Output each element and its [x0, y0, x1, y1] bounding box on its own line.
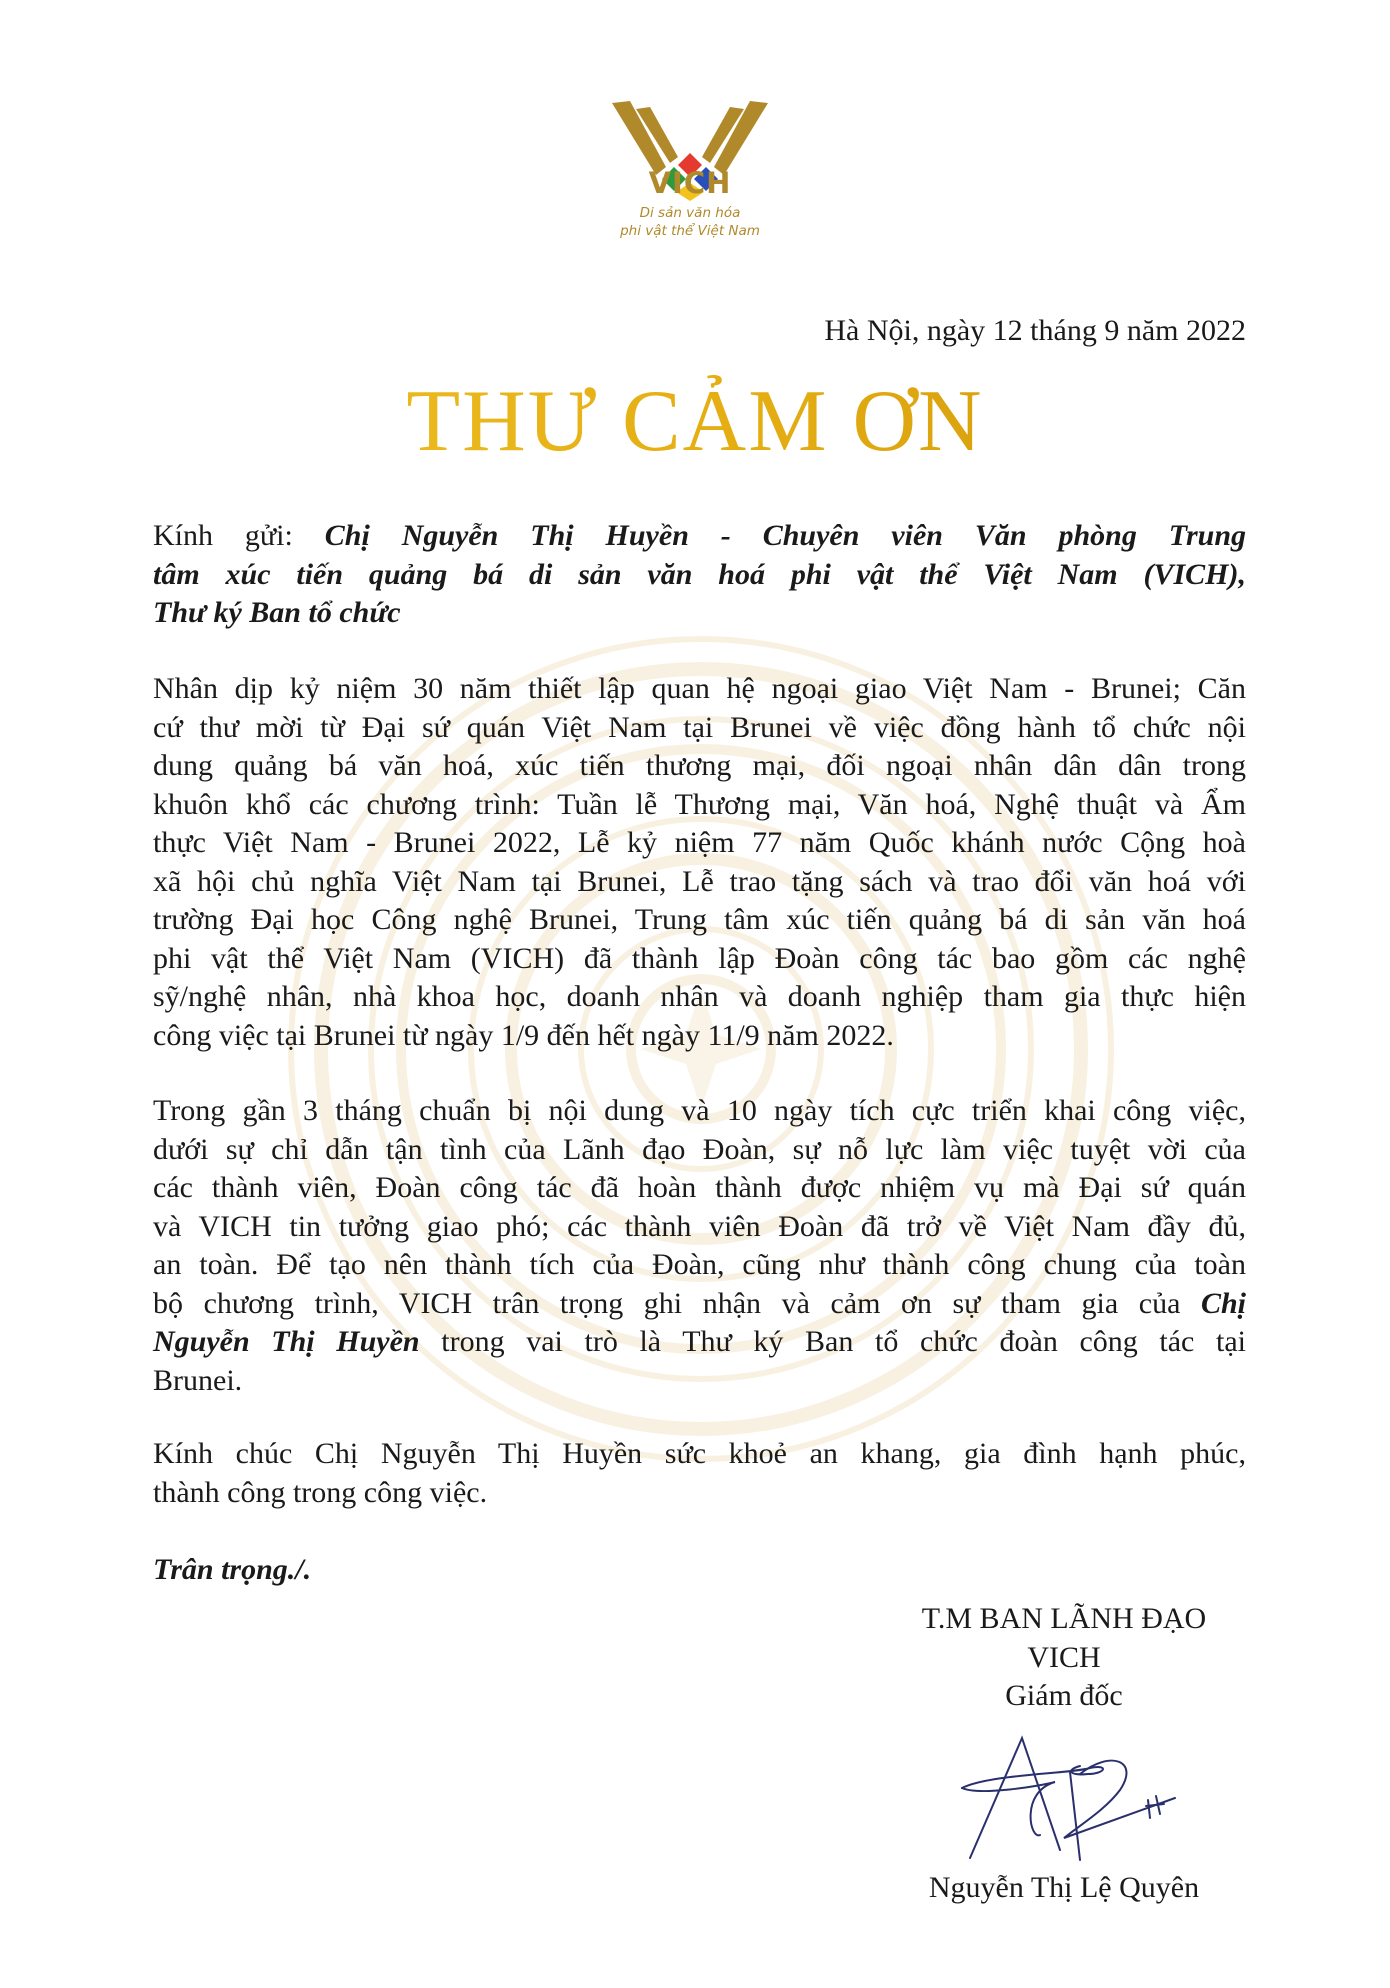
body-text: Kính chúc Chị Nguyễn Thị Huyền sức khoẻ an khang, gia đình hạnh phúc, — [153, 1437, 1246, 1470]
text-line — [153, 824, 1246, 863]
body-text: Brunei. — [153, 1363, 243, 1397]
body-text: an toàn. Để tạo nên thành tích của Đoàn, cũng như thành công chung của toàn — [153, 1248, 1246, 1281]
text-line — [153, 556, 1246, 595]
signatory-position: Giám đốc — [1005, 1679, 1123, 1712]
text-line — [153, 1285, 1246, 1324]
text-line — [153, 863, 1246, 902]
closing — [153, 1551, 1246, 1590]
text-line — [153, 670, 1246, 709]
text-line — [153, 901, 1246, 940]
paragraph-2 — [153, 1092, 1246, 1400]
body-text: sỹ/nghệ nhân, nhà khoa học, doanh nhân và doanh nghiệp tham gia thực hiện — [153, 980, 1246, 1013]
text-line — [153, 1435, 1246, 1474]
text-line — [153, 1017, 1246, 1056]
body-text: công việc tại Brunei từ ngày 1/9 đến hết ngày 11/9 năm 2022. — [153, 1018, 894, 1052]
body-text: dưới sự chỉ dẫn tận tình của Lãnh đạo Đoàn, sự nỗ lực làm việc tuyệt vời của — [153, 1132, 1246, 1166]
text-line — [153, 1246, 1246, 1285]
text-line — [153, 786, 1246, 825]
body-text: cứ thư mời từ Đại sứ quán Việt Nam tại Brunei về việc đồng hành tổ chức nội — [153, 710, 1246, 744]
body-text: trong vai trò là Thư ký Ban tổ chức đoàn công tác tại — [419, 1325, 1246, 1358]
body-text: xã hội chủ nghĩa Việt Nam tại Brunei, Lễ trao tặng sách và trao đổi văn hoá với — [153, 864, 1246, 898]
body-text: Trong gần 3 tháng chuẩn bị nội dung và 10 ngày tích cực triển khai công việc, — [153, 1094, 1246, 1127]
logo-name: VICH — [648, 166, 732, 200]
logo-subtitle-line: Di sản văn hóa — [639, 205, 741, 221]
text-line — [153, 709, 1246, 748]
signatory-org: VICH — [1027, 1640, 1101, 1674]
body-text: thành công trong công việc. — [153, 1475, 488, 1509]
emphasis-text: tâm xúc tiến quảng bá di sản văn hoá phi vật thể Việt Nam (VICH), — [153, 557, 1246, 591]
emphasis-text: Nguyễn Thị Huyền — [153, 1325, 420, 1358]
signatory-name: Nguyễn Thị Lệ Quyên — [928, 1871, 1200, 1904]
text-line — [153, 978, 1246, 1017]
letter-title: THƯ CẢM ƠN — [0, 372, 1390, 472]
text-line — [153, 1551, 1246, 1590]
logo-subtitle-line: phi vật thể Việt Nam — [620, 223, 760, 239]
emphasis-text: Chị Nguyễn Thị Huyền - Chuyên viên Văn phòng Trung — [324, 519, 1247, 552]
text-line — [153, 1323, 1246, 1362]
body-text: các thành viên, Đoàn công tác đã hoàn thành được nhiệm vụ mà Đại sứ quán — [153, 1171, 1246, 1204]
text-line — [153, 1131, 1246, 1170]
emphasis-text: Chị — [1200, 1286, 1246, 1320]
body-text: bộ chương trình, VICH trân trọng ghi nhận và cảm ơn sự tham gia của — [153, 1286, 1201, 1320]
signatory-on-behalf: T.M BAN LÃNH ĐẠO — [921, 1602, 1207, 1635]
signatory-block — [864, 1600, 1264, 1716]
body-text: Kính gửi: — [153, 519, 325, 552]
text-line — [153, 1474, 1246, 1513]
emphasis-text: Trân trọng./. — [153, 1553, 312, 1586]
text-line — [153, 747, 1246, 786]
text-line — [153, 1362, 1246, 1401]
body-text: và VICH tin tưởng giao phó; các thành viên Đoàn đã trở về Việt Nam đầy đủ, — [153, 1209, 1246, 1243]
emphasis-text: Thư ký Ban tổ chức — [153, 596, 401, 629]
body-text: khuôn khổ các chương trình: Tuần lễ Thương mại, Văn hoá, Nghệ thuật và Ẩm — [153, 787, 1246, 821]
body-text: dung quảng bá văn hoá, xúc tiến thương mại, đối ngoại nhân dân dân trong — [153, 749, 1246, 782]
body-text: phi vật thể Việt Nam (VICH) đã thành lập Đoàn công tác bao gồm các nghệ — [153, 941, 1246, 975]
handwritten-signature — [960, 1730, 1190, 1870]
salutation — [153, 517, 1246, 633]
body-text: trường Đại học Công nghệ Brunei, Trung tâm xúc tiến quảng bá di sản văn hoá — [153, 903, 1246, 936]
body-text: thực Việt Nam - Brunei 2022, Lễ kỷ niệm 77 năm Quốc khánh nước Cộng hoà — [153, 826, 1246, 859]
text-line — [153, 594, 1246, 633]
body-text: Nhân dịp kỷ niệm 30 năm thiết lập quan hệ ngoại giao Việt Nam - Brunei; Căn — [153, 672, 1246, 705]
text-line — [153, 1169, 1246, 1208]
paragraph-3 — [153, 1435, 1246, 1512]
text-line — [153, 1092, 1246, 1131]
paragraph-1 — [153, 670, 1246, 1055]
text-line — [153, 517, 1246, 556]
text-line — [153, 1208, 1246, 1247]
letter-date: Hà Nội, ngày 12 tháng 9 năm 2022 — [824, 314, 1246, 347]
logo-subtitle — [590, 204, 790, 240]
text-line — [153, 940, 1246, 979]
